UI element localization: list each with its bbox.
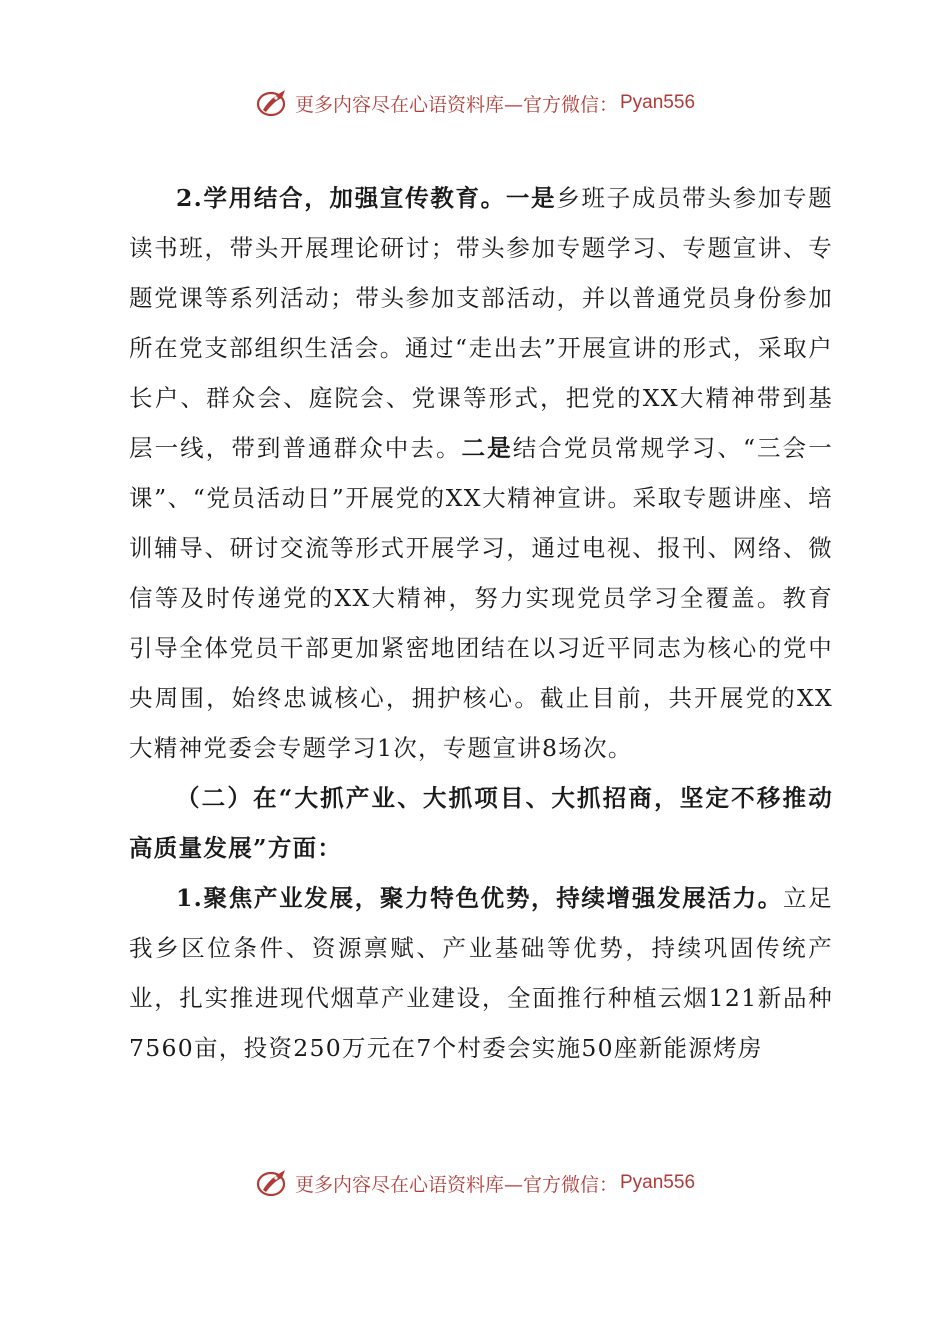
header-banner: [0, 83, 950, 123]
paragraph-text: 乡班子成员带头参加专题读书班，带头开展理论研讨；带头参加专题学习、专题宣讲、专题党课等系列活动；带头参加支部活动，并以普通党员身份参加所在党支部组织生活会。通过“走出去”开展宣讲的形式，采取户长户、群众会、庭院会、党课等形式，把党的XX大精神带到基层一线，带到普通群众中去。: [129, 184, 833, 462]
banner-text: 更多内容尽在心语资料库—官方微信：: [294, 1173, 618, 1196]
section-title: （二）在“大抓产业、大抓项目、大抓招商，坚定不移推动高质量发展”方面：: [129, 784, 833, 862]
pen-nib-icon: [255, 86, 289, 120]
wechat-id: Pyan556: [620, 1172, 696, 1193]
paragraph-study-promotion: [129, 173, 833, 773]
paragraph-industry: [129, 873, 833, 1073]
document-body: [129, 173, 833, 1073]
wechat-id: Pyan556: [620, 92, 696, 113]
banner-text: 更多内容尽在心语资料库—官方微信：: [294, 93, 618, 116]
pen-nib-icon: [255, 1166, 289, 1200]
point-lead: 二是: [461, 434, 513, 462]
section-heading: 1.聚焦产业发展，聚力特色优势，持续增强发展活力。: [176, 884, 783, 912]
footer-banner: [0, 1163, 950, 1203]
section-heading: 2.学用结合，加强宣传教育。: [176, 184, 506, 212]
point-lead: 一是: [505, 184, 557, 212]
paragraph-text: 立足我乡区位条件、资源禀赋、产业基础等优势，持续巩固传统产业，扎实推进现代烟草产业建设，全面推行种植云烟121新品种7560亩，投资250万元在7个村委会实施50座新能源烤房: [129, 884, 833, 1062]
paragraph-text: 结合党员常规学习、“三会一课”、“党员活动日”开展党的XX大精神宣讲。采取专题讲座、培训辅导、研讨交流等形式开展学习，通过电视、报刊、网络、微信等及时传递党的XX大精神，努力实现党员学习全覆盖。教育引导全体党员干部更加紧密地团结在以习近平同志为核心的党中央周围，始终忠诚核心，拥护核心。截止目前，共开展党的XX大精神党委会专题学习1次，专题宣讲8场次。: [129, 434, 833, 762]
paragraph-section-title: [129, 773, 833, 873]
